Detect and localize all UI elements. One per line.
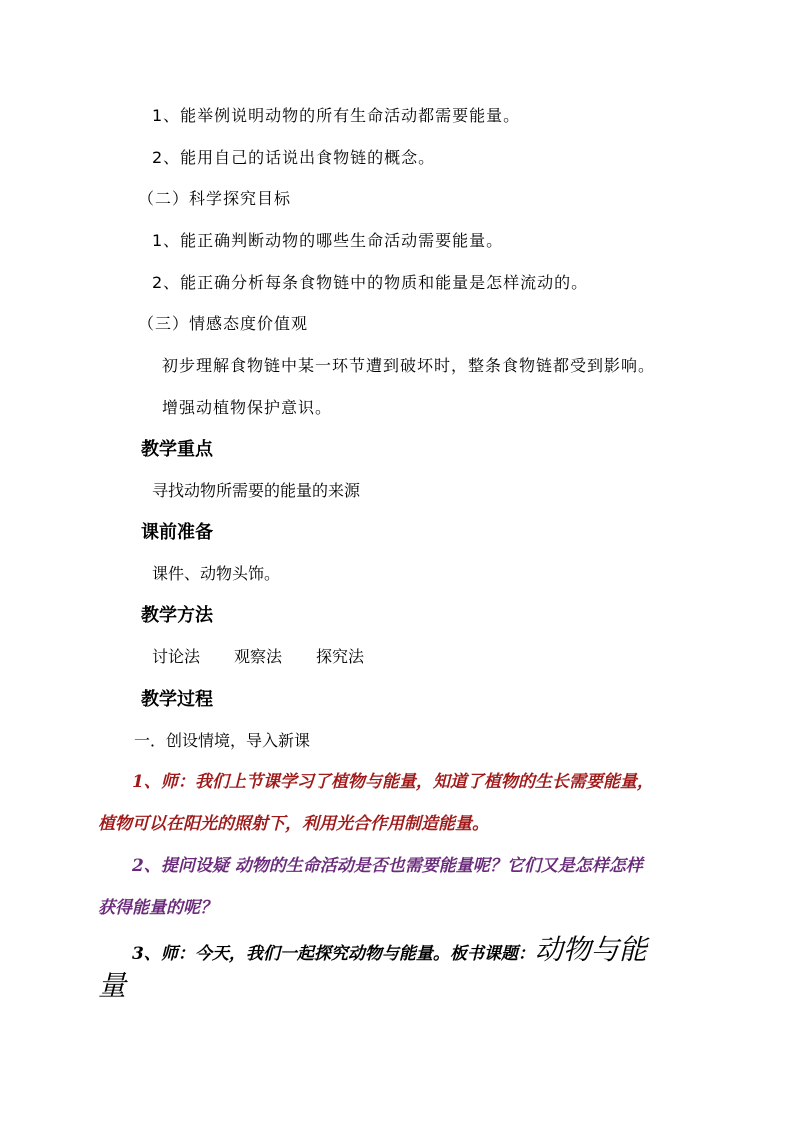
science-goal-1: 1、能正确判断动物的哪些生命活动需要能量。 (152, 231, 504, 250)
knowledge-goal-1: 1、能举例说明动物的所有生命活动都需要能量。 (152, 106, 521, 125)
methods-list (152, 647, 364, 667)
process-step-1-title: 一．创设情境，导入新课 (134, 731, 311, 750)
lesson-title-part-2: 量 (98, 969, 127, 1002)
science-goals-heading: （二）科学探究目标 (138, 189, 292, 208)
key-point-heading: 教学重点 (141, 439, 213, 460)
preparation-heading: 课前准备 (141, 522, 213, 543)
methods-heading: 教学方法 (141, 605, 213, 626)
process-paragraph-1-line-1: 1、师：我们上节课学习了植物与能量，知道了植物的生长需要能量， (132, 772, 654, 792)
process-paragraph-1-line-2: 植物可以在阳光的照射下，利用光合作用制造能量。 (98, 814, 489, 834)
key-point-text: 寻找动物所需要的能量的来源 (152, 481, 361, 500)
method-item: 观察法 (234, 647, 283, 666)
preparation-text: 课件、动物头饰。 (152, 564, 281, 583)
process-paragraph-2-line-1: 2、提问设疑 动物的生命活动是否也需要能量呢？它们又是怎样怎样 (132, 856, 643, 876)
paragraph-3-prefix: 3、师：今天，我们一起探究动物与能量。板书课题： (132, 944, 535, 964)
method-item: 讨论法 (152, 647, 201, 666)
process-paragraph-2-line-2: 获得能量的呢？ (98, 898, 217, 918)
emotion-goal-line-1: 初步理解食物链中某一环节遭到破坏时，整条食物链都受到影响。 (162, 356, 656, 375)
method-item: 探究法 (316, 647, 365, 666)
science-goal-2: 2、能正确分析每条食物链中的物质和能量是怎样流动的。 (152, 273, 589, 292)
knowledge-goal-2: 2、能用自己的话说出食物链的概念。 (152, 148, 436, 167)
emotion-goal-line-2: 增强动植物保护意识。 (162, 398, 333, 417)
emotion-goals-heading: （三）情感态度价值观 (138, 314, 309, 333)
process-heading: 教学过程 (141, 689, 213, 710)
lesson-title-part-1: 动物与能 (534, 933, 647, 966)
process-paragraph-3-line-1 (132, 935, 647, 969)
